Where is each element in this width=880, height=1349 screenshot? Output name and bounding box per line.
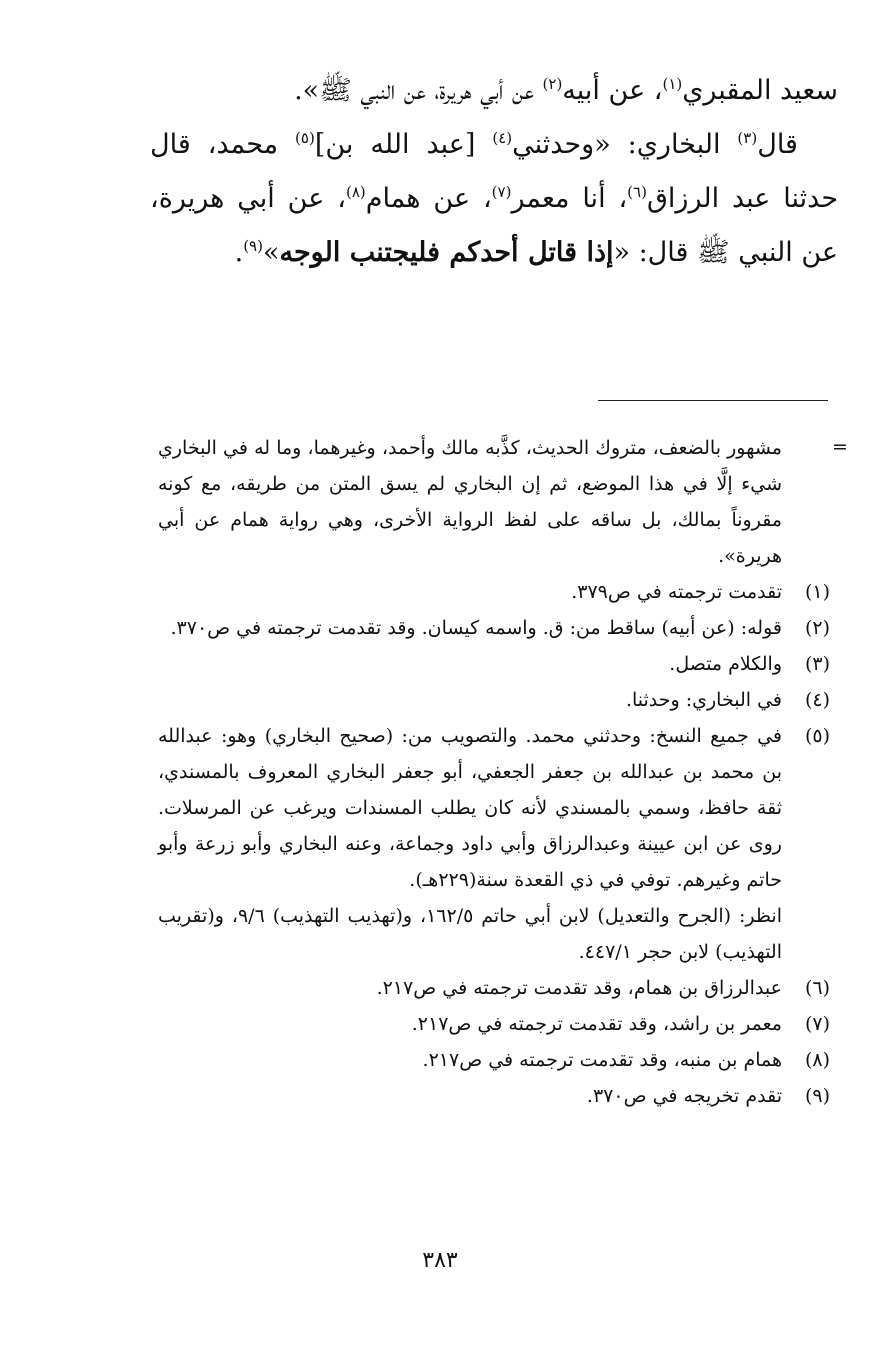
footnote-number: (٣) [804, 653, 830, 675]
footnote-number: (٨) [804, 1049, 830, 1071]
footnote-1 [158, 574, 830, 610]
footnote-number: (٧) [804, 1013, 830, 1035]
footnote-ref-5: (٥) [295, 129, 315, 147]
footnote-ref-3: (٣) [737, 129, 758, 147]
hadith-text-bold: إذا قاتل أحدكم فليجتنب الوجه [279, 237, 614, 268]
footnote-number: (٤) [804, 689, 830, 711]
footnote-reference: انظر: (الجرح والتعديل) لابن أبي حاتم ١٦٢/٥، و(تهذيب التهذيب) ٩/٦، و(تقريب التهذيب) لابن حجر ٤٤٧/١. [158, 905, 782, 963]
main-text-run: عن أبي هريرة، عن النبي ﷺ». [294, 75, 543, 106]
main-text-run: ، عن أبي هريرة، عن النبي ﷺ قال: « [150, 183, 838, 268]
footnote-7 [158, 1006, 830, 1042]
main-paragraph-1 [150, 64, 838, 118]
main-text-run: ، عن أبيه [562, 75, 663, 106]
footnote-number: (٢) [804, 617, 830, 639]
footnote-ref-9: (٩) [243, 237, 263, 255]
footnote-4 [158, 682, 830, 718]
footnote-6 [158, 970, 830, 1006]
footnote-text: قوله: (عن أبيه) ساقط من: ق. واسمه كيسان. وقد تقدمت ترجمته في ص٣٧٠. [170, 617, 782, 639]
main-text-run: . [234, 237, 244, 268]
footnote-8 [158, 1042, 830, 1078]
main-text-run: سعيد المقبري [682, 75, 838, 106]
footnote-ref-7: (٧) [491, 183, 512, 201]
footnote-text: في جميع النسخ: وحدثني محمد. والتصويب من: (صحيح البخاري) وهو: عبدالله بن محمد بن عبدالله بن جعفر الجعفي، أبو جعفر البخاري المعروف بالمسندي، ثقة حافظ، وسمي بالمسندي لأنه كان يطلب المسندات ويرغب عن المرسلات. روى عن ابن عيينة وعبدالرزاق وأبي داود وجماعة، وعنه البخاري وأبو زرعة وأبو حاتم وغيرهم. توفي في ذي القعدة سنة(٢٢٩هـ). [158, 725, 782, 891]
footnote-number: (٦) [804, 977, 830, 999]
main-text-run: محمد، قال حدثنا عبد الرزاق [150, 129, 839, 214]
main-text-run: ، عن همام [365, 183, 492, 214]
footnote-text: همام بن منبه، وقد تقدمت ترجمته في ص٢١٧. [422, 1049, 782, 1071]
footnote-text: في البخاري: وحدثنا. [625, 689, 782, 711]
footnote-text: تقدمت ترجمته في ص٣٧٩. [571, 581, 782, 603]
footnote-ref-1: (١) [662, 75, 683, 93]
footnote-ref-4: (٤) [492, 129, 513, 147]
footnote-text: والكلام متصل. [669, 653, 782, 675]
main-text-run: ، أنا معمر [511, 183, 628, 214]
footnote-ref-6: (٦) [627, 183, 647, 201]
main-paragraph-2 [150, 118, 838, 280]
footnote-text-block [158, 718, 782, 970]
main-text-run: [عبد الله بن] [314, 129, 493, 160]
page-number: ٣٨٣ [422, 1248, 458, 1273]
footnote-text: معمر بن راشد، وقد تقدمت ترجمته في ص٢١٧. [411, 1013, 782, 1035]
footnotes [158, 430, 830, 1114]
footnote-9 [158, 1078, 830, 1114]
footnote-text: تقدم تخريجه في ص٣٧٠. [586, 1085, 782, 1107]
footnote-number: (٥) [804, 725, 830, 747]
continuation-mark: = [832, 436, 848, 458]
footnote-3 [158, 646, 830, 682]
main-text-run: البخاري: «وحدثني [512, 129, 738, 160]
footnote-continuation: مشهور بالضعف، متروك الحديث، كذَّبه مالك وأحمد، وغيرهما، وما له في البخاري شيء إلَّا في هذا الموضع، ثم إن البخاري لم يسق المتن من طريقه، مع كونه مقروناً بمالك، بل ساقه على لفظ الرواية الأخرى، وهي رواية همام عن أبي هريرة». [158, 437, 782, 567]
footnote-number: (٩) [804, 1085, 830, 1107]
footnote-5 [158, 718, 830, 970]
footnote-ref-2: (٢) [542, 75, 563, 93]
footnote-2 [158, 610, 830, 646]
footnote-number: (١) [804, 581, 830, 603]
footnote-text: عبدالرزاق بن همام، وقد تقدمت ترجمته في ص٢١٧. [376, 977, 782, 999]
footnote-ref-8: (٨) [345, 183, 366, 201]
main-text-run: » [262, 237, 280, 268]
footnote-divider [598, 400, 828, 401]
main-text-run: قال [757, 129, 798, 160]
main-text [150, 64, 838, 280]
